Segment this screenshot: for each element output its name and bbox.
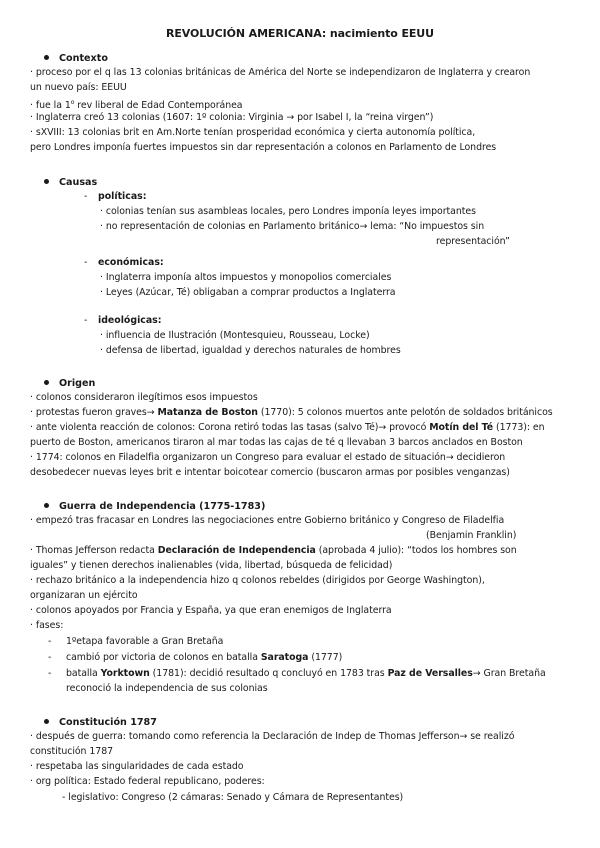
text-line: · influencia de Ilustración (Montesquieu, Rousseau, Locke) xyxy=(100,330,370,341)
section-contexto-heading: Contexto xyxy=(44,53,108,64)
text-line: constitución 1787 xyxy=(30,746,114,757)
text-line: - legislativo: Congreso (2 cámaras: Senado y Cámara de Representantes) xyxy=(62,792,404,803)
text-line: · fases: xyxy=(30,620,64,631)
text-line: iguales” y tienen derechos inalienables (vida, libertad, búsqueda de felicidad) xyxy=(30,560,393,571)
text-line: · 1774: colonos en Filadelfia organizaron un Congreso para evaluar el estado de situación→ decidieron xyxy=(30,452,506,463)
text-line: representación” xyxy=(436,236,510,247)
bullet-icon xyxy=(44,380,49,385)
text-line: · sXVIII: 13 colonias brit en Am.Norte tenían prosperidad económica y cierta autonomía política, xyxy=(30,127,476,138)
list-item: - cambió por victoria de colonos en batalla Saratoga (1777) xyxy=(48,652,343,663)
text-line: · colonos apoyados por Francia y España, ya que eran enemigos de Inglaterra xyxy=(30,605,392,616)
text-line: · Inglaterra imponía altos impuestos y monopolios comerciales xyxy=(100,272,392,283)
bullet-icon xyxy=(44,503,49,508)
text-line: reconoció la independencia de sus colonias xyxy=(66,683,268,694)
section-origen-heading: Origen xyxy=(44,378,95,389)
text-line: pero Londres imponía fuertes impuestos sin dar representación a colonos en Parlamento de Londres xyxy=(30,142,497,153)
subsection-politicas: - políticas: xyxy=(84,191,147,202)
text-line: · Inglaterra creó 13 colonias (1607: 1º colonia: Virginia → por Isabel I, la “reina virgen”) xyxy=(30,112,434,123)
text-line: · empezó tras fracasar en Londres las negociaciones entre Gobierno británico y Congreso de Filadelfia xyxy=(30,515,505,526)
text-line: · después de guerra: tomando como referencia la Declaración de Indep de Thomas Jefferson→ se realizó xyxy=(30,731,515,742)
text-line: · protestas fueron graves→ Matanza de Boston (1770): 5 colonos muertos ante pelotón de soldados británicos xyxy=(30,407,553,418)
text-line: · Leyes (Azúcar, Té) obligaban a comprar productos a Inglaterra xyxy=(100,287,396,298)
page-title: REVOLUCIÓN AMERICANA: nacimiento EEUU xyxy=(166,27,434,40)
bullet-icon xyxy=(44,179,49,184)
text-line: · rechazo británico a la independencia hizo q colonos rebeldes (dirigidos por George Washington), xyxy=(30,575,485,586)
subsection-ideologicas: - ideológicas: xyxy=(84,315,162,326)
text-line: puerto de Boston, americanos tiraron al mar todas las cajas de té q llevaban 3 barcos anclados en Boston xyxy=(30,437,523,448)
text-line: · respetaba las singularidades de cada estado xyxy=(30,761,244,772)
text-line: organizaran un ejército xyxy=(30,590,138,601)
text-line: un nuevo país: EEUU xyxy=(30,82,127,93)
bullet-icon xyxy=(44,55,49,60)
text-line: · ante violenta reacción de colonos: Corona retiró todas las tasas (salvo Té)→ provocó Motín del Té (1773): en xyxy=(30,422,545,433)
section-constitucion-heading: Constitución 1787 xyxy=(44,717,157,728)
text-line: (Benjamin Franklin) xyxy=(426,530,517,541)
subsection-economicas: - económicas: xyxy=(84,257,164,268)
text-line: · defensa de libertad, igualdad y derechos naturales de hombres xyxy=(100,345,401,356)
section-guerra-heading: Guerra de Independencia (1775-1783) xyxy=(44,501,265,512)
list-item: - batalla Yorktown (1781): decidió resultado q concluyó en 1783 tras Paz de Versalles→ Gran Bretaña xyxy=(48,668,546,679)
text-line: · Thomas Jefferson redacta Declaración de Independencia (aprobada 4 julio): “todos los hombres son xyxy=(30,545,517,556)
text-line: · proceso por el q las 13 colonias británicas de América del Norte se independizaron de Inglaterra y crearon xyxy=(30,67,531,78)
text-line: · no representación de colonias en Parlamento británico→ lema: “No impuestos sin xyxy=(100,221,485,232)
text-line: · colonos consideraron ilegítimos esos impuestos xyxy=(30,392,258,403)
text-line: · org política: Estado federal republicano, poderes: xyxy=(30,776,265,787)
text-line: desobedecer nuevas leyes brit e intentar boicotear comercio (buscaron armas por posibles venganzas) xyxy=(30,467,510,478)
list-item: - 1ºetapa favorable a Gran Bretaña xyxy=(48,636,224,647)
text-line: · fue la 1$^o$ rev liberal de Edad Contemporánea xyxy=(30,99,243,112)
section-causas-heading: Causas xyxy=(44,177,97,188)
text-line: · colonias tenían sus asambleas locales, pero Londres imponía leyes importantes xyxy=(100,206,476,217)
bullet-icon xyxy=(44,719,49,724)
